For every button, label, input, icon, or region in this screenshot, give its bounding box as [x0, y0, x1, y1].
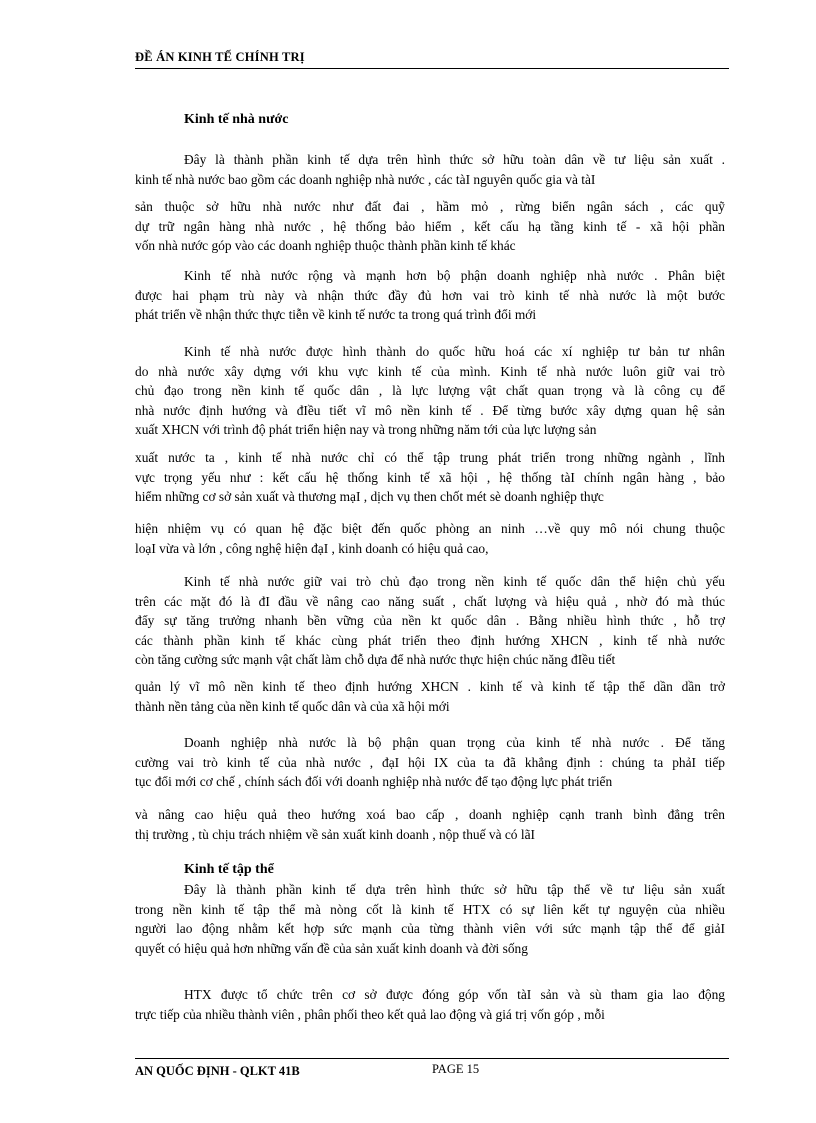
- paragraph: [135, 197, 725, 256]
- paragraph: [135, 150, 725, 189]
- footer-author: AN QUỐC ĐỊNH - QLKT 41B: [135, 1064, 300, 1078]
- text-line: phát triển về nhận thức thực tiễn về kinh tế nước ta trong quá trình đổi mới: [135, 307, 537, 322]
- section-heading: Kinh tế tập thể: [184, 862, 274, 877]
- text-line: cường vai trò kinh tế của nhà nước , đạI hội IX của ta đã khẳng định : chúng ta phảI tiếp: [135, 754, 725, 770]
- paragraph: [135, 985, 725, 1024]
- text-line: Kinh tế nhà nước giữ vai trò chủ đạo trong nền kinh tế quốc dân thể hiện chủ yếu: [184, 574, 725, 589]
- text-line: trực tiếp của nhiều thành viên , phân phối theo kết quả lao động và giá trị vốn góp , mỗi: [135, 1006, 605, 1022]
- text-line: hiện nhiệm vụ có quan hệ đặc biệt đến quốc phòng an ninh …về quy mô nói chung thuộc: [135, 521, 725, 536]
- paragraph: [135, 880, 725, 958]
- section-heading: Kinh tế nhà nước: [184, 112, 289, 127]
- text-line: hiểm những cơ sở sản xuất và thương mạI , dịch vụ then chốt mét sè doanh nghiệp thực: [135, 489, 604, 504]
- text-line: loạI vừa và lớn , công nghệ hiện đạI , kinh doanh có hiệu quả cao,: [135, 540, 489, 556]
- page-header: [135, 48, 729, 69]
- text-line: xuất nước ta , kinh tế nhà nước chỉ có thể tập trung phát triển trong những ngành , lĩnh: [135, 450, 725, 465]
- paragraph: [135, 733, 725, 792]
- text-line: người lao động nhằm kết hợp sức mạnh của từng thành viên với sức mạnh tập thể để giảI: [135, 921, 725, 936]
- text-line: còn tăng cường sức mạnh vật chất làm chỗ dựa để nhà nước thực hiện chúc năng đIều tiết: [135, 652, 616, 667]
- text-line: vực trọng yếu như : kết cấu hệ thống kinh tế xã hội , hệ thống tàI chính ngân hàng , bảo: [135, 469, 725, 485]
- paragraph: [135, 266, 725, 325]
- page-footer: [135, 1058, 729, 1083]
- text-line: các thành phần kinh tế khác cùng phát triển theo định hướng XHCN , kinh tế nhà nước: [135, 632, 725, 648]
- text-line: Đây là thành phần kinh tế dựa trên hình thức sở hữu tập thể về tư liệu sản xuất: [184, 882, 725, 897]
- text-line: do nhà nước xây dựng với khu vực kinh tế của mình. Kinh tế nhà nước luôn giữ vai trò: [135, 363, 725, 379]
- text-line: xuất XHCN với trình độ phát triển hiện nay và trong những năm tới của lực lượng sản: [135, 422, 597, 437]
- paragraph: [135, 342, 725, 440]
- paragraph: [135, 448, 725, 507]
- text-line: quyết có hiệu quả hơn những vấn đề của sản xuất kinh doanh và đời sống: [135, 940, 528, 956]
- text-line: kinh tế nhà nước bao gồm các doanh nghiệp nhà nước , các tàI nguyên quốc gia và tàI: [135, 171, 596, 187]
- paragraph: [135, 519, 725, 558]
- text-line: vốn nhà nước góp vào các doanh nghiệp thuộc thành phần kinh tế khác: [135, 238, 516, 253]
- text-line: nhà nước định hướng và đIều tiết vĩ mô nền kinh tế . Để từng bước xây dựng quan hệ sản: [135, 402, 725, 418]
- text-line: chủ đạo trong nền kinh tế quốc dân , là lực lượng vật chất quan trọng và là công cụ để: [135, 383, 725, 398]
- document-title: ĐỀ ÁN KINH TẾ CHÍNH TRỊ: [135, 50, 305, 64]
- text-line: Kinh tế nhà nước được hình thành do quốc hữu hoá các xí nghiệp tư bản tư nhân: [184, 344, 725, 359]
- text-line: HTX được tổ chức trên cơ sở được đóng góp vốn tàI sản và sù tham gia lao động: [184, 987, 725, 1002]
- text-line: quản lý vĩ mô nền kinh tế theo định hướng XHCN . kinh tế và kinh tế tập thể dần dần trở: [135, 679, 725, 694]
- page-number: PAGE 15: [432, 1062, 480, 1076]
- text-line: thị trường , tù chịu trách nhiệm về sản xuất kinh doanh , nộp thuế và có lãI: [135, 826, 535, 842]
- text-line: thành nền tảng của nền kinh tế quốc dân và của xã hội mới: [135, 698, 450, 714]
- text-line: Doanh nghiệp nhà nước là bộ phận quan trọng của kinh tế nhà nước . Để tăng: [184, 735, 725, 750]
- paragraph: [135, 805, 725, 844]
- text-line: trên các mặt đó là đI đầu về nâng cao năng suất , chất lượng và hiệu quả , nhờ đó mà thúc: [135, 593, 725, 609]
- text-line: đẩy sự tăng trưởng nhanh bền vững của nền kt quốc dân . Bằng nhiều hình thức , hỗ trợ: [135, 613, 725, 628]
- text-line: và nâng cao hiệu quả theo hướng xoá bao cấp , doanh nghiệp cạnh tranh bình đẳng trên: [135, 807, 725, 822]
- text-line: trong nền kinh tế tập thể mà nòng cốt là kinh tế HTX có sự liên kết tự nguyện của nhiều: [135, 901, 725, 917]
- text-line: tục đổi mới cơ chế , chính sách đối với doanh nghiệp nhà nước để tạo động lực phát triển: [135, 774, 613, 789]
- text-line: dự trữ ngân hàng nhà nước , hệ thống bảo hiểm , kết cấu hạ tầng kinh tế - xã hội phần: [135, 218, 725, 234]
- text-line: Kinh tế nhà nước rộng và mạnh hơn bộ phận doanh nghiệp nhà nước . Phân biệt: [184, 268, 725, 283]
- text-line: Đây là thành phần kinh tế dựa trên hình thức sở hữu toàn dân về tư liệu sản xuất .: [184, 152, 725, 167]
- paragraph: [135, 572, 725, 670]
- paragraph: [135, 677, 725, 716]
- text-line: sản thuộc sở hữu nhà nước như đất đai , hầm mỏ , rừng biển ngân sách , các quỹ: [135, 199, 725, 214]
- text-line: được hai phạm trù này và nhận thức đầy đủ hơn vai trò kinh tế nhà nước là một bước: [135, 287, 725, 303]
